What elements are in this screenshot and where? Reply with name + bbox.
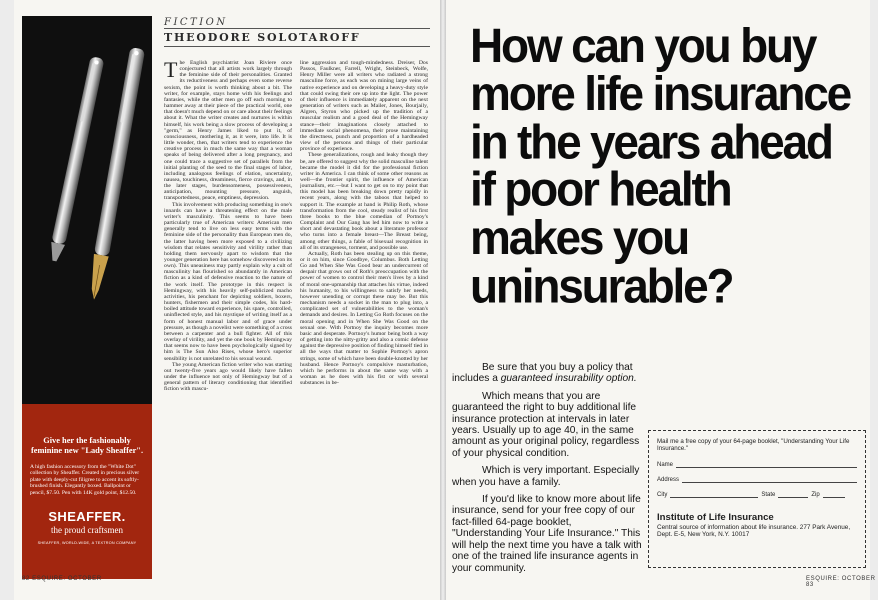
- headline-line: more life insurance: [470, 65, 851, 121]
- sheaffer-logo: SHEAFFER.: [48, 508, 126, 524]
- sheaffer-ad-copy: [22, 404, 152, 579]
- name-label: Name: [657, 461, 674, 468]
- left-folio: 82 ESQUIRE: OCTOBER: [22, 576, 102, 582]
- coupon-request: Mail me a free copy of your 64-page booklet, "Understanding Your Life Insurance.": [657, 438, 850, 453]
- header-rule-bottom: [164, 46, 430, 47]
- insurance-body: [452, 362, 642, 580]
- headline-line: in the years ahead: [470, 113, 832, 169]
- city-line[interactable]: [670, 492, 758, 498]
- article-paragraph: These generalizations, rough and leaky though they be, are offered to suggest why the solid masculine talent became the model it did for the professional fiction writer in America. I can think of some other reasons as well—the frontier spirit, the influence of American journalism, etc.—but I want to get on to my point that this model has been breaking down pretty rapidly in recent years, along with the taboos that helped to support it. The example at hand is Philip Roth, whose transformation from the cool, steady realist of his first three books to the blue comedian of Portnoy's Complaint and Our Gang has led him now to write a short and devastating book about a literature professor who turns into a female breast—The Breast being, among other things, a fable of bisexual recognition in all of its strangeness, torment, and possible use.: [300, 152, 428, 251]
- org-description: Central source of information about life insurance. 277 Park Avenue, Dept. E-5, New York, N.Y. 10017: [657, 523, 851, 539]
- drop-cap: T: [164, 60, 178, 82]
- address-field[interactable]: [657, 477, 857, 483]
- zip-line[interactable]: [823, 492, 845, 498]
- article-column-1: [164, 60, 292, 582]
- name-line[interactable]: [676, 462, 857, 468]
- pen-illustration: [22, 16, 152, 406]
- article-paragraph: Actually, Roth has been stealing up on this theme, or it on him, since Goodbye, Columbus. Both Letting Go and When She Was Good bear an undercurrent of despair that grows out of Roth's preoccupation with the power of women to control their men's lives by a kind of moral one-upmanship that attaches his virtue, indeed his humanity, to his willingness to satisfy her needs, however unending or corrupt these may be. But this mechanism needs a socket in the man to plug into, a complicated set of vulnerabilities to the woman's demands and desires. In Letting Go Roth focuses on the moral opening and in When She Was Good on the sexual one. With Portnoy the inquiry becomes more basic and desperate. Portnoy's humor being both a way of getting into the nitty-gritty and also a comic defense against the depressive position of finding himself tied in all the ways that matter to Sophie Portnoy's apron strings, some of which have been double-knotted by her husband. Hence Portnoy's compulsive masturbation, which he performs in about the same way with a woman as he does with his fist or with several substances in be-: [300, 250, 428, 387]
- org-name: Institute of Life Insurance: [657, 511, 774, 523]
- sheaffer-ad: [22, 16, 152, 579]
- body-paragraph: Be sure that you buy a policy that includes a guaranteed insurability option.: [452, 362, 637, 385]
- state-label: State: [761, 491, 776, 498]
- body-paragraph: Which is very important. Especially when you have a family.: [452, 465, 640, 488]
- ad-footer: SHEAFFER, WORLD-WIDE, A TEXTRON COMPANY: [37, 540, 137, 545]
- headline-line: if poor health: [470, 162, 731, 217]
- header-rule-top: [164, 28, 430, 29]
- article-column-2: [300, 60, 428, 582]
- byline: THEODORE SOLOTAROFF: [164, 31, 361, 44]
- article-paragraph: line aggression and tough-mindedness. Dreiser, Dos Passos, Faulkner, Farrell, Wright, Steinbeck, Wolfe, Henry Miller were all writers who radiated a strong masculine force, as each was on mining large veins of native experience and on developing a heavy-duty style that could swing their ore up into the light. The power of their influence is immediately apparent on the next generation of writers such as Mailer, Jones, Bourjaily, Algren, Styron who picked up the tradition of a muscular realism and a good deal of the Hemingway stance—their imaginations closely attached to immediate social phenomena, their prose maintaining the directness, punch and proportion of a hardheaded view of the persons and things of their particular province of experience.: [300, 60, 428, 153]
- body-paragraph: Which means that you are guaranteed the right to buy additional life insurance protection at intervals in later years. Usually up to age 40, in the same amount as your original policy, regardless of your physical condition.: [452, 390, 640, 459]
- right-folio: ESQUIRE: OCTOBER 83: [806, 576, 876, 588]
- headline-line: makes you: [470, 210, 688, 265]
- address-line[interactable]: [682, 477, 857, 483]
- city-label: City: [657, 491, 668, 498]
- pens-photo: [22, 16, 152, 406]
- name-field[interactable]: [657, 462, 857, 468]
- article-paragraph: The English psychiatrist Joan Riviere once conjectured that all artists work largely through the feminine side of their personalities. Granted its reductiveness and perhaps even some reverse sexism, the point is worth thinking about a bit. The writer, for example, stays home with his feelings and fantasies, while the other men go off each morning to hammer away at their piece of the practical world, one that doesn't much depend on or care about their feelings about it. What the writer creates and nurtures is within himself, his work being a slow process of developing a "germ," as Henry James liked to put it, of consciousness, mothering it, as it were, into life. It is little wonder, then, that writers tend to experience the creative process in much the same way that a woman speaks of being delivered after a long pregnancy, and one could trace a suggestive set of parallels from the initial planting of the seed to the final stages of labor, including analogous feelings of elation, uncertainty, nausea, touchiness, dreaminess, fierce cravings, and, in the later stages, burdensomeness, possessiveness, anticipation, mounting pressure, anguish, transportedness, peace, emptiness, depression.: [164, 60, 292, 202]
- mail-in-coupon[interactable]: [648, 430, 866, 568]
- ad-tagline: the proud craftsmen: [51, 524, 123, 535]
- ad-body-text: A high fashion accessory from the "White Dot" collection by Sheaffer. Created in precious silver plate with deeply-cut filigree to accent its softly-brushed finish. Elegantly boxed. Ballpoint or pencil, $7.50. Pen with 14K gold point, $12.50.: [30, 463, 140, 496]
- article-paragraph: This involvement with producing something in one's innards can have a threatening effect on the male writer's masculinity. This seems to have been particularly true of American writers: American men generally tend to live on less easy terms with the feminine side of the personality than European men do, the latter having been more exposed to a civilizing wisdom that relates sensitivity and virility rather than holding them nervously apart to wisdom that the younger generation here has somehow discovered on its own). This uneasiness may partly explain why a cult of masculinity has flourished so abundantly in American fiction as a kind of defensive reaction to the nature of the work itself. The prototype in this respect is Hemingway, with his heavily self-publicized macho activities, his penchant for depicting soldiers, boxers, hunters, fishermen and their simple codes, his hard-boiled attitude toward experience, his spare, controlled, uninflected style, and his mystique of writing itself as a form of honest manual labor and of grace under pressure, as though a novelist were something of a cross between a carpenter and a bull fighter. All of this overlay of virility, and yet the one book by Hemingway that seems now to have been psychologically signed by him is The Sun Also Rises, whose hero's superior sensibility is not unrelated to his sexual wound.: [164, 201, 292, 362]
- body-paragraph: If you'd like to know more about life insurance, send for your free copy of our fact-filled 64-page booklet, "Understanding Your Life Insurance." This will help the next time you have a talk with one of the trained life insurance agents in your community.: [452, 494, 642, 574]
- address-label: Address: [657, 476, 680, 483]
- headline-line: How can you buy: [470, 17, 816, 73]
- insurance-headline: [470, 17, 865, 313]
- city-state-zip-row[interactable]: [657, 492, 857, 498]
- state-line[interactable]: [778, 492, 808, 498]
- headline-line: uninsurable?: [470, 258, 733, 313]
- section-label: FICTION: [164, 17, 228, 28]
- article-paragraph: The young American fiction writer who was starting out twenty-five years ago would likely have fallen under the influence not only of Hemingway but of a general pattern of literary conditioning that identified fiction with mascu-: [164, 361, 292, 393]
- zip-label: Zip: [811, 491, 820, 498]
- ad-headline: Give her the fashionably feminine new "Lady Sheaffer".: [30, 436, 144, 455]
